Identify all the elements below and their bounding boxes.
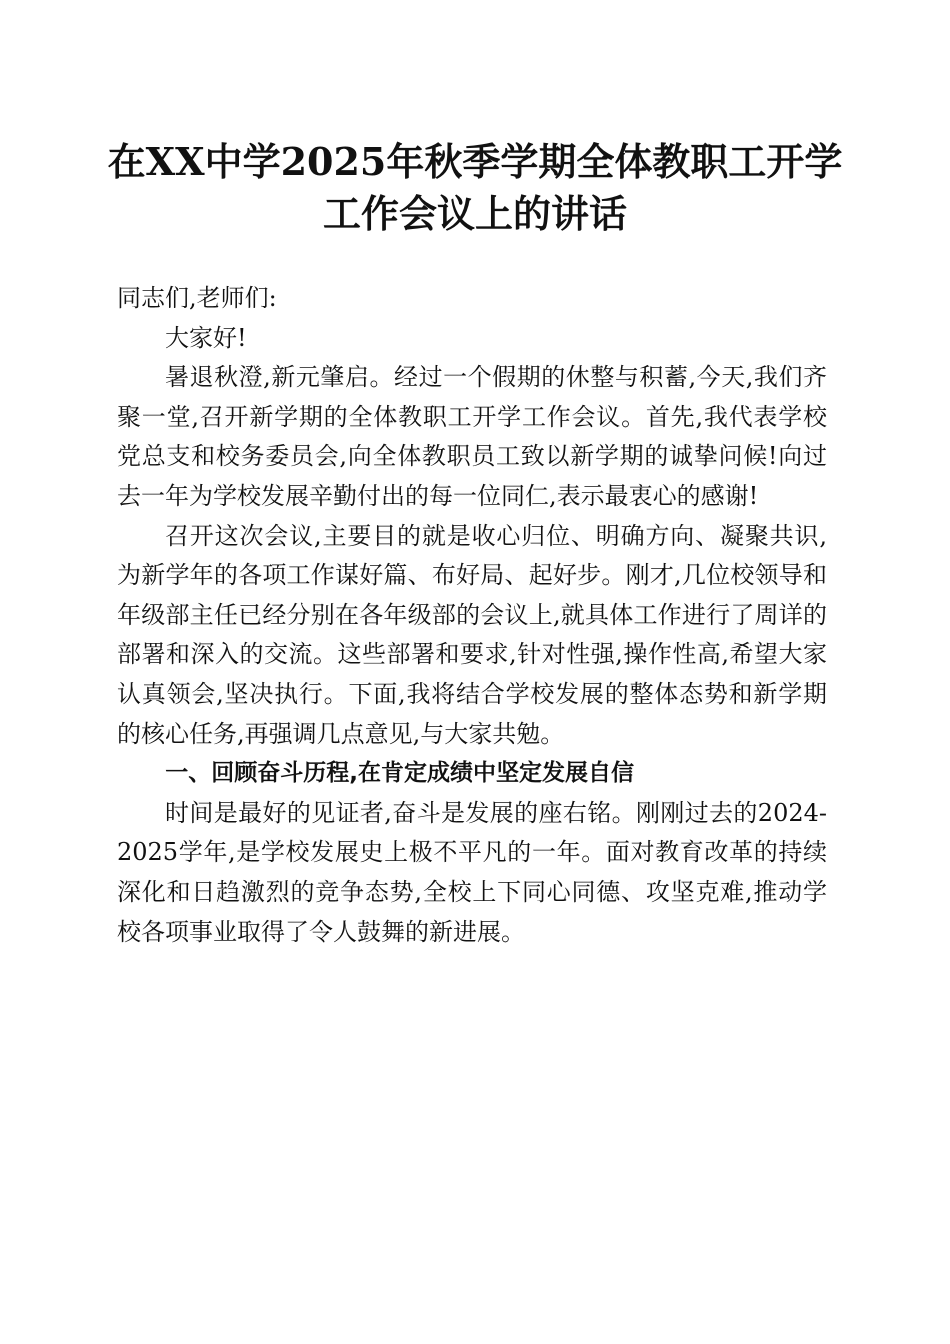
salutation: 同志们,老师们:: [117, 284, 277, 312]
paragraph: 召开这次会议,主要目的就是收心归位、明确方向、凝聚共识,为新学年的各项工作谋好篇、布好局、起好步。刚才,几位校领导和年级部主任已经分别在各年级部的会议上,就具体工作进行了周详的部署和深入的交流。这些部署和要求,针对性强,操作性高,希望大家认真领会,坚决执行。下面,我将结合学校发展的整体态势和新学期的核心任务,再强调几点意见,与大家共勉。: [117, 521, 827, 748]
paragraph: 暑退秋澄,新元肇启。经过一个假期的休整与积蓄,今天,我们齐聚一堂,召开新学期的全体教职工开学工作会议。首先,我代表学校党总支和校务委员会,向全体教职员工致以新学期的诚挚问候!向过去一年为学校发展辛勤付出的每一位同仁,表示最衷心的感谢!: [117, 363, 827, 510]
paragraph: 时间是最好的见证者,奋斗是发展的座右铭。刚刚过去的2024-2025学年,是学校发展史上极不平凡的一年。面对教育改革的持续深化和日趋激烈的竞争态势,全校上下同心同德、攻坚克难,推动学校各项事业取得了令人鼓舞的新进展。: [117, 798, 827, 946]
section-heading: 一、回顾奋斗历程,在肯定成绩中坚定发展自信: [165, 760, 635, 787]
title-line-2: 工作会议上的讲话: [322, 191, 627, 236]
document-body: [117, 279, 827, 952]
greeting: 大家好!: [165, 323, 247, 352]
title-line-1: 在XX中学2025年秋季学期全体教职工开学: [107, 139, 843, 184]
document-title: [100, 136, 850, 240]
